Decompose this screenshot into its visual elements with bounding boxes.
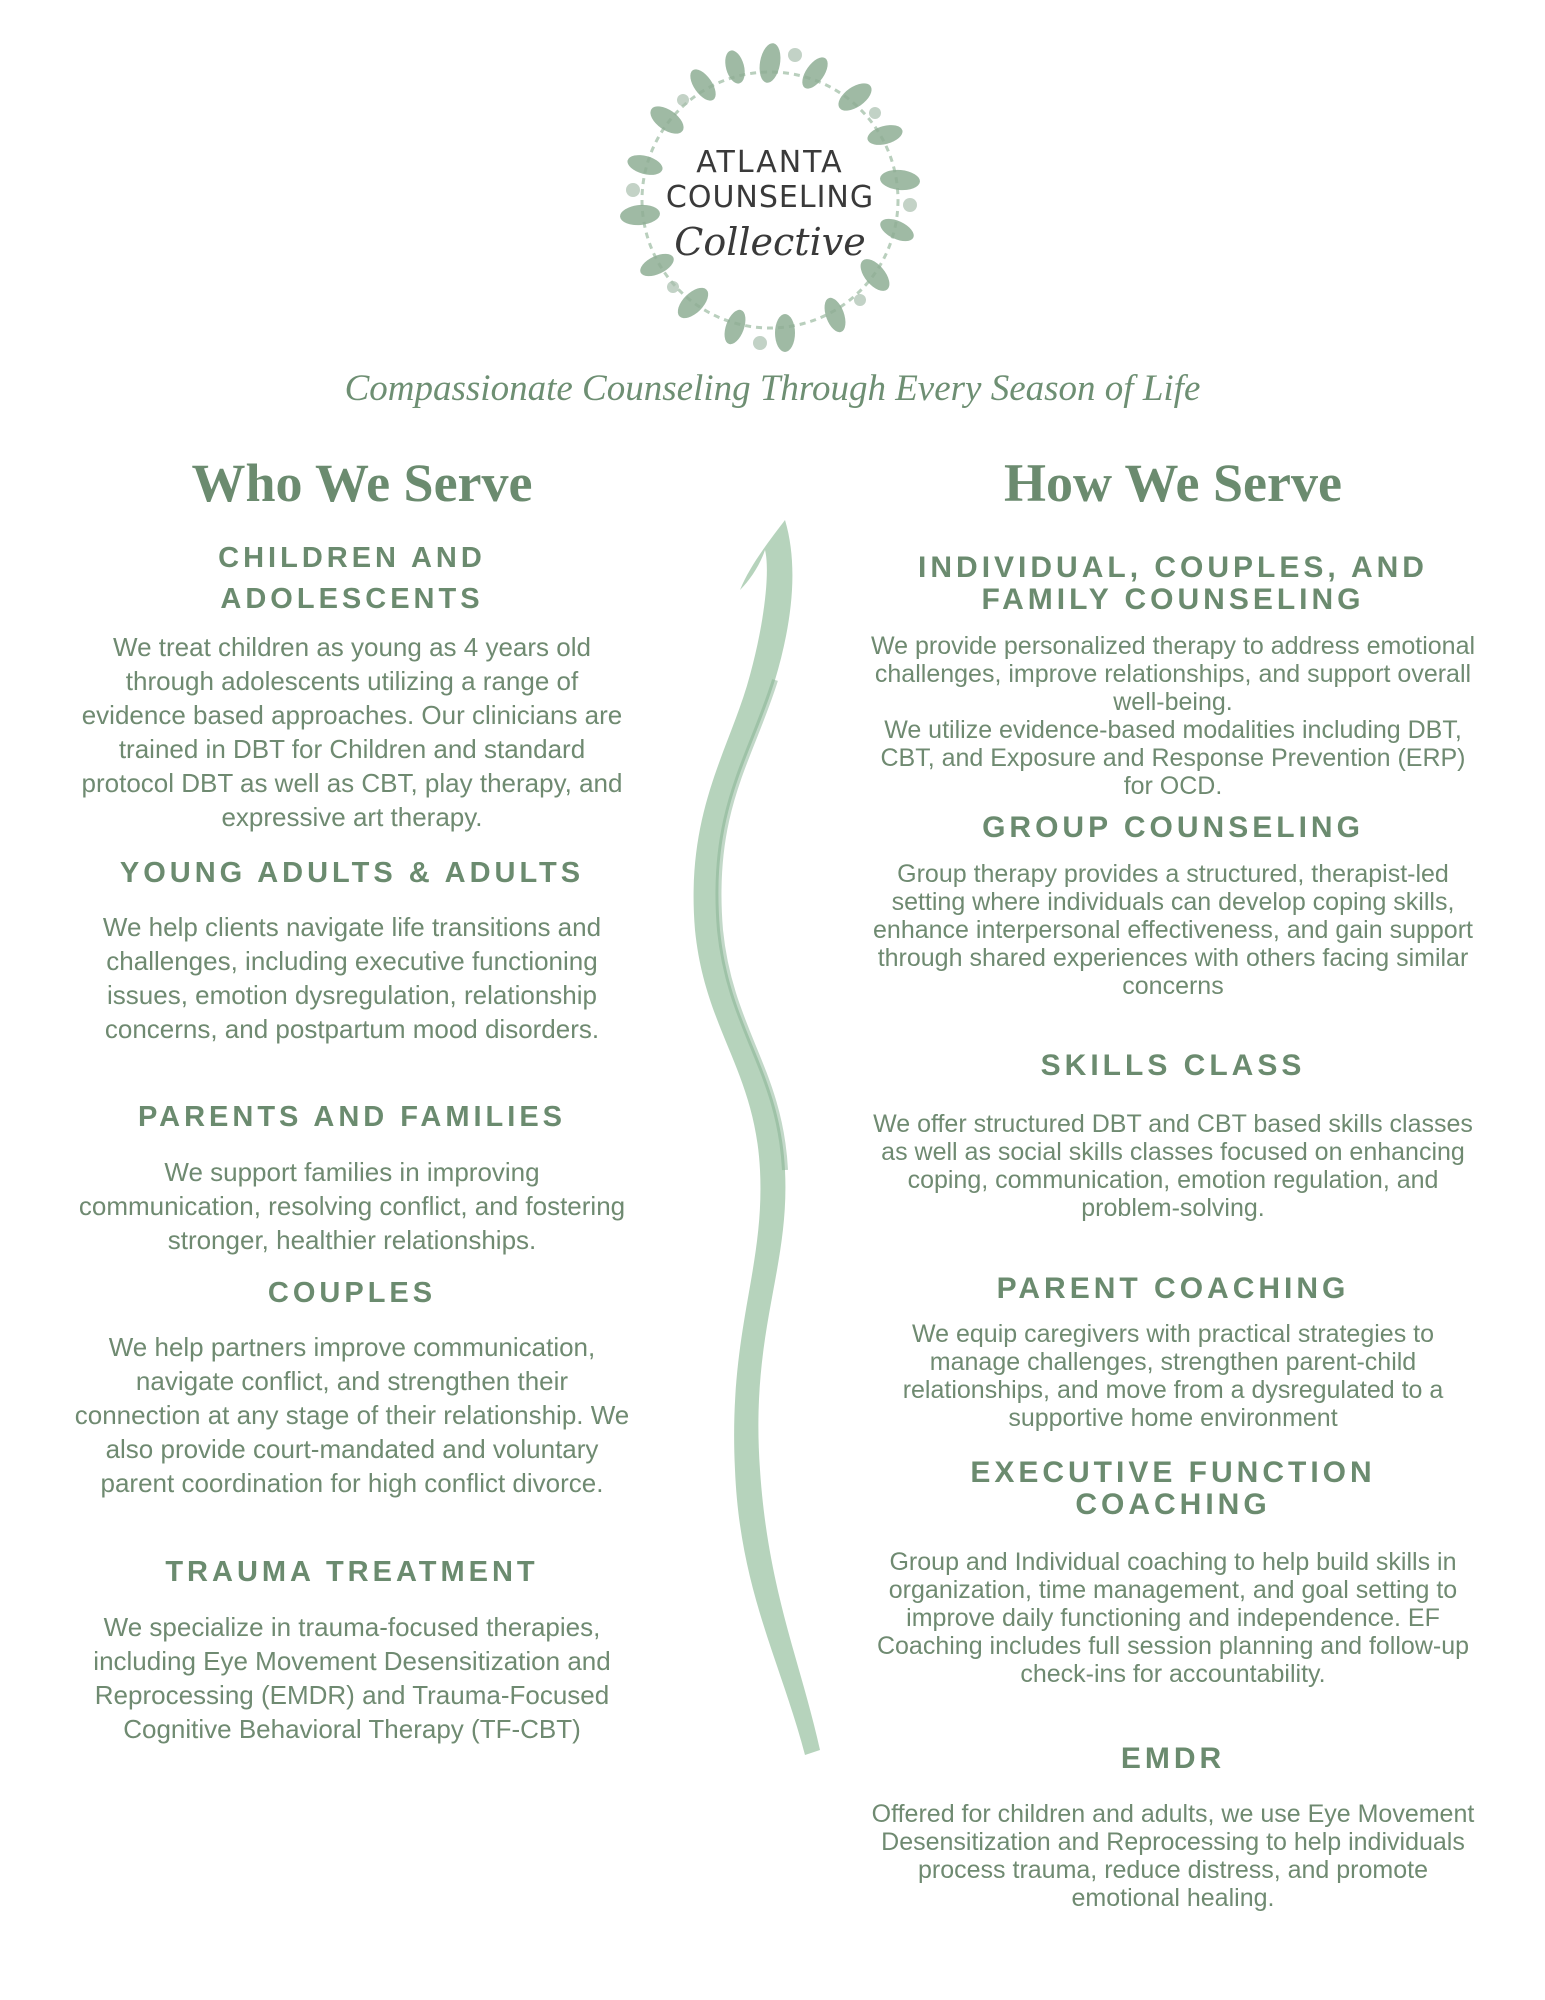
who-body-children: We treat children as young as 4 years old through adolescents utilizing a range of evidence based approaches. Our clinicians are trained in DBT for Children and standard protocol DBT as well as CBT, play therapy, and expressive art therapy. [81,632,623,832]
how-body-skills: We offer structured DBT and CBT based skills classes as well as social skills classes focused on enhancing coping, communication, emotion regulation, and problem-solving. [873,1110,1473,1222]
how-body-parent-coaching: We equip caregivers with practical strategies to manage challenges, strengthen parent-child relationships, and move from a dysregulated to a supportive home environment [902,1320,1444,1432]
how-heading-parent-coaching: PARENT COACHING [996,1272,1350,1305]
logo [585,25,955,370]
who-heading-text: CHILDREN AND ADOLESCENTS [218,542,486,615]
how-body-executive: Group and Individual coaching to help build skills in organization, time management, and goal setting to improve daily functioning and independence. EF Coaching includes full session planning and follow-up check-ins for accountability. [876,1548,1470,1688]
ribbon-decoration [690,510,850,1760]
who-body-couples: We help partners improve communication, navigate conflict, and strengthen their connection at any stage of their relationship. We also provide court-mandated and voluntary parent coordination for high conflict divorce. [74,1332,630,1498]
logo-line-1: ATLANTA [696,145,844,180]
who-heading-parents: PARENTS AND FAMILIES [137,1101,566,1133]
how-body-emdr: Offered for children and adults, we use Eye Movement Desensitization and Reprocessing to help individuals process trauma, reduce distress, and promote emotional healing. [871,1800,1475,1912]
how-body-group: Group therapy provides a structured, therapist-led setting where individuals can develop coping skills, enhance interpersonal effectiveness, and gain support through shared experiences with others facing similar concerns [873,860,1473,1000]
who-heading-trauma: TRAUMA TREATMENT [165,1556,539,1588]
logo-line-2: COUNSELING [665,180,875,215]
who-body-parents: We support families in improving communication, resolving conflict, and fostering stronger, healthier relationships. [78,1157,626,1255]
who-heading-couples: COUPLES [267,1277,437,1309]
how-body-individual: We provide personalized therapy to address emotional challenges, improve relationships, and support overall well-being. We utilize evidence-based modalities including DBT, CBT, and Exposure and Response Prevention (ERP) for OCD. [870,632,1476,800]
how-heading-emdr: EMDR [1120,1742,1226,1775]
who-we-serve-title: Who We Serve [191,453,533,513]
how-heading-individual: INDIVIDUAL, COUPLES, AND FAMILY COUNSELING [918,551,1428,616]
who-heading-children [72,538,632,620]
logo-line-3: Collective [674,220,866,264]
how-heading-executive: EXECUTIVE FUNCTION COACHING [970,1456,1376,1521]
who-body-young-adults: We help clients navigate life transitions and challenges, including executive functioning issues, emotion dysregulation, relationship concerns, and postpartum mood disorders. [102,912,602,1044]
how-heading-skills: SKILLS CLASS [1040,1049,1306,1082]
who-heading-young-adults: YOUNG ADULTS & ADULTS [119,857,585,889]
how-we-serve-title: How We Serve [1004,453,1342,513]
tagline: Compassionate Counseling Through Every Season of Life [344,368,1201,409]
who-body-trauma: We specialize in trauma-focused therapies, including Eye Movement Desensitization and Reprocessing (EMDR) and Trauma-Focused Cognitive Behavioral Therapy (TF-CBT) [93,1612,611,1744]
how-heading-group: GROUP COUNSELING [982,811,1364,844]
